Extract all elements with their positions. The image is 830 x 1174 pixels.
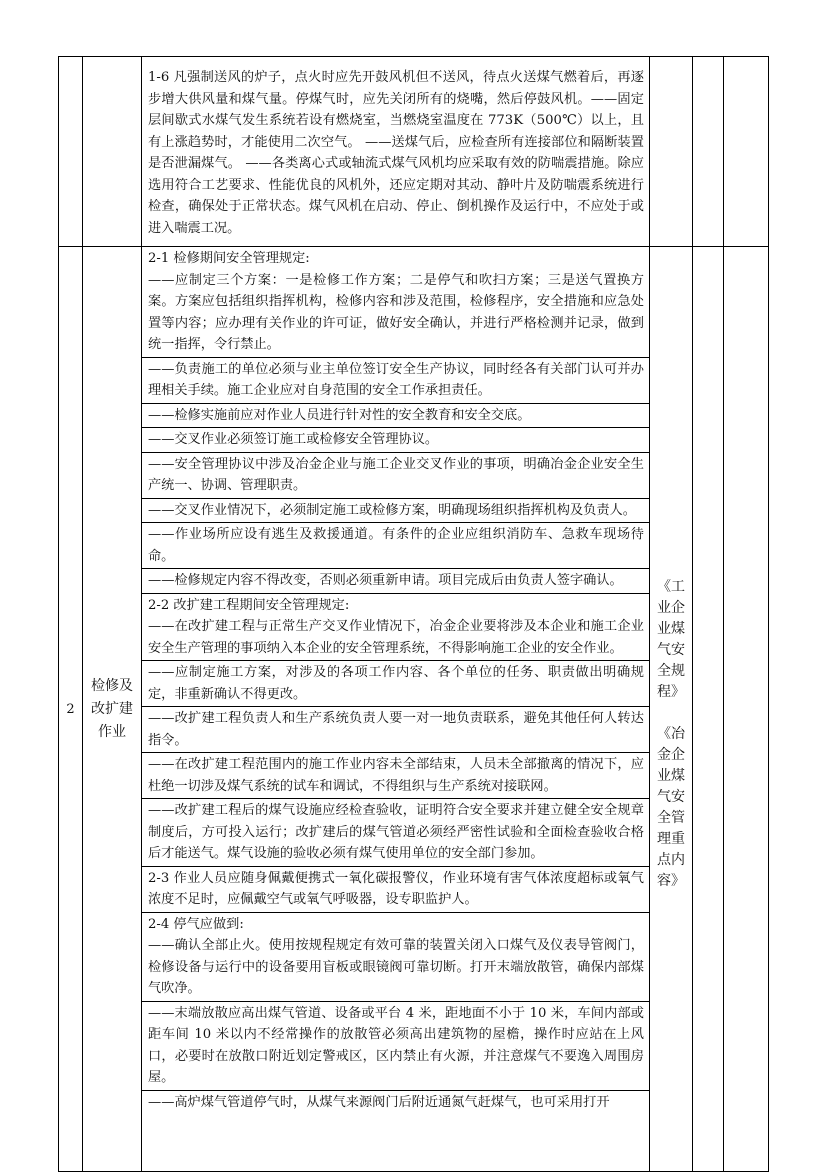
item-name: 检修及改扩建作业 — [91, 677, 133, 740]
row-number: 2 — [66, 701, 75, 717]
result-cell — [693, 57, 724, 246]
note-cell — [724, 247, 768, 1171]
content-row: ——检修实施前应对作业人员进行针对性的安全教育和安全交底。 — [142, 404, 649, 429]
content-row: 2-1 检修期间安全管理规定: ——应制定三个方案：一是检修工作方案；二是停气和吹扫方案；三是送气置换方案。方案应包括组织指挥机构，检修内容和涉及范围，检修程序，安全措施和应急处置等内容；应办理有关作业的许可证，做好安全确认，并进行严格检测并记录，做到统一指挥，令行禁止。 — [142, 247, 649, 358]
content-row: 2-2 改扩建工程期间安全管理规定: ——在改扩建工程与正常生产交叉作业情况下，冶金企业要将涉及本企业和施工企业安全生产管理的事项纳入本企业的安全管理系统，不得影响施工企业的安全作业。 — [142, 594, 649, 662]
basis-cell — [650, 247, 693, 1171]
content-row: ——交叉作业必须签订施工或检修安全管理协议。 — [142, 428, 649, 453]
content-row: ——作业场所应设有逃生及救援通道。有条件的企业应组织消防车、急救车现场待命。 — [142, 523, 649, 569]
content-row: ——负责施工的单位必须与业主单位签订安全生产协议，同时经各有关部门认可并办理相关手续。施工企业应对自身范围的安全工作承担责任。 — [142, 358, 649, 404]
note-cell — [724, 57, 768, 246]
table-row-1-6 — [58, 56, 769, 246]
content-row: ——末端放散应高出煤气管道、设备或平台 4 米，距地面不小于 10 米，车间内部或距车间 10 米以内不经常操作的放散管必须高出建筑物的屋檐，操作时应站在上风口，必要时在放散口附近划定警戒区，区内禁止有火源，并注意煤气不要逸入周围房屋。 — [142, 1002, 649, 1091]
content-row: 2-3 作业人员应随身佩戴便携式一氧化碳报警仪，作业环境有害气体浓度超标或氧气浓度不足时，应佩戴空气或氧气呼吸器，设专职监护人。 — [142, 867, 649, 913]
result-cell — [693, 247, 724, 1171]
content-row: ——交叉作业情况下，必须制定施工或检修方案，明确现场组织指挥机构及负责人。 — [142, 499, 649, 524]
content-row: 2-4 停气应做到: ——确认全部止火。使用按规程规定有效可靠的装置关闭入口煤气及仪表导管阀门，检修设备与运行中的设备要用盲板或眼镜阀可靠切断。打开末端放散管，确保内部煤气吹净。 — [142, 913, 649, 1002]
content-row: ——安全管理协议中涉及冶金企业与施工企业交叉作业的事项，明确冶金企业安全生产统一、协调、管理职责。 — [142, 453, 649, 499]
item-cell — [83, 57, 142, 246]
content-row: ——改扩建工程后的煤气设施应经检查验收，证明符合安全要求并建立健全安全规章制度后，方可投入运行；改扩建后的煤气管道必须经严密性试验和全面检查验收合格后才能送气。煤气设施的验收必须有煤气使用单位的安全部门参加。 — [142, 799, 649, 867]
content-row: ——应制定施工方案，对涉及的各项工作内容、各个单位的任务、职责做出明确规定，非重新确认不得更改。 — [142, 661, 649, 707]
table-row-2 — [58, 246, 769, 1172]
basis-cell — [650, 57, 693, 246]
content-row: ——检修规定内容不得改变，否则必须重新申请。项目完成后由负责人签字确认。 — [142, 569, 649, 594]
content-text: 1-6 凡强制送风的炉子，点火时应先开鼓风机但不送风，待点火送煤气燃着后，再逐步增大供风量和煤气量。停煤气时，应先关闭所有的烧嘴，然后停鼓风机。——固定层间歇式水煤气发生系统若设有燃烧室，当燃烧室温度在 773K（500℃）以上，且有上涨趋势时，才能使用二次空气。 ——送煤气后，应检查所有连接部位和隔断装置是否泄漏煤气。 ——各类离心式或轴流式煤气风机均应采取有效的防喘震措施。除应选用符合工艺要求、性能优良的风机外，还应定期对其动、静叶片及防喘震系统进行检查，确保处于正常状态。煤气风机在启动、停止、倒机操作及运行中，不应处于或进入喘震工况。 — [148, 70, 644, 236]
regulation-basis: 《工业企业煤气安全规程》 《冶金企业煤气安全管理重点内容》 — [657, 578, 685, 889]
content-cell — [142, 57, 650, 246]
content-row: ——改扩建工程负责人和生产系统负责人要一对一地负责联系，避免其他任何人转达指令。 — [142, 707, 649, 753]
content-row: ——高炉煤气管道停气时，从煤气来源阀门后附近通氮气赶煤气，也可采用打开 — [148, 1094, 610, 1110]
row-number-cell — [59, 247, 83, 1171]
content-cell — [142, 247, 650, 1171]
content-row: ——在改扩建工程范围内的施工作业内容未全部结束，人员未全部撤离的情况下，应杜绝一切涉及煤气系统的试车和调试，不得组织与生产系统对接联网。 — [142, 753, 649, 799]
item-cell — [83, 247, 142, 1171]
row-number-cell — [59, 57, 83, 246]
